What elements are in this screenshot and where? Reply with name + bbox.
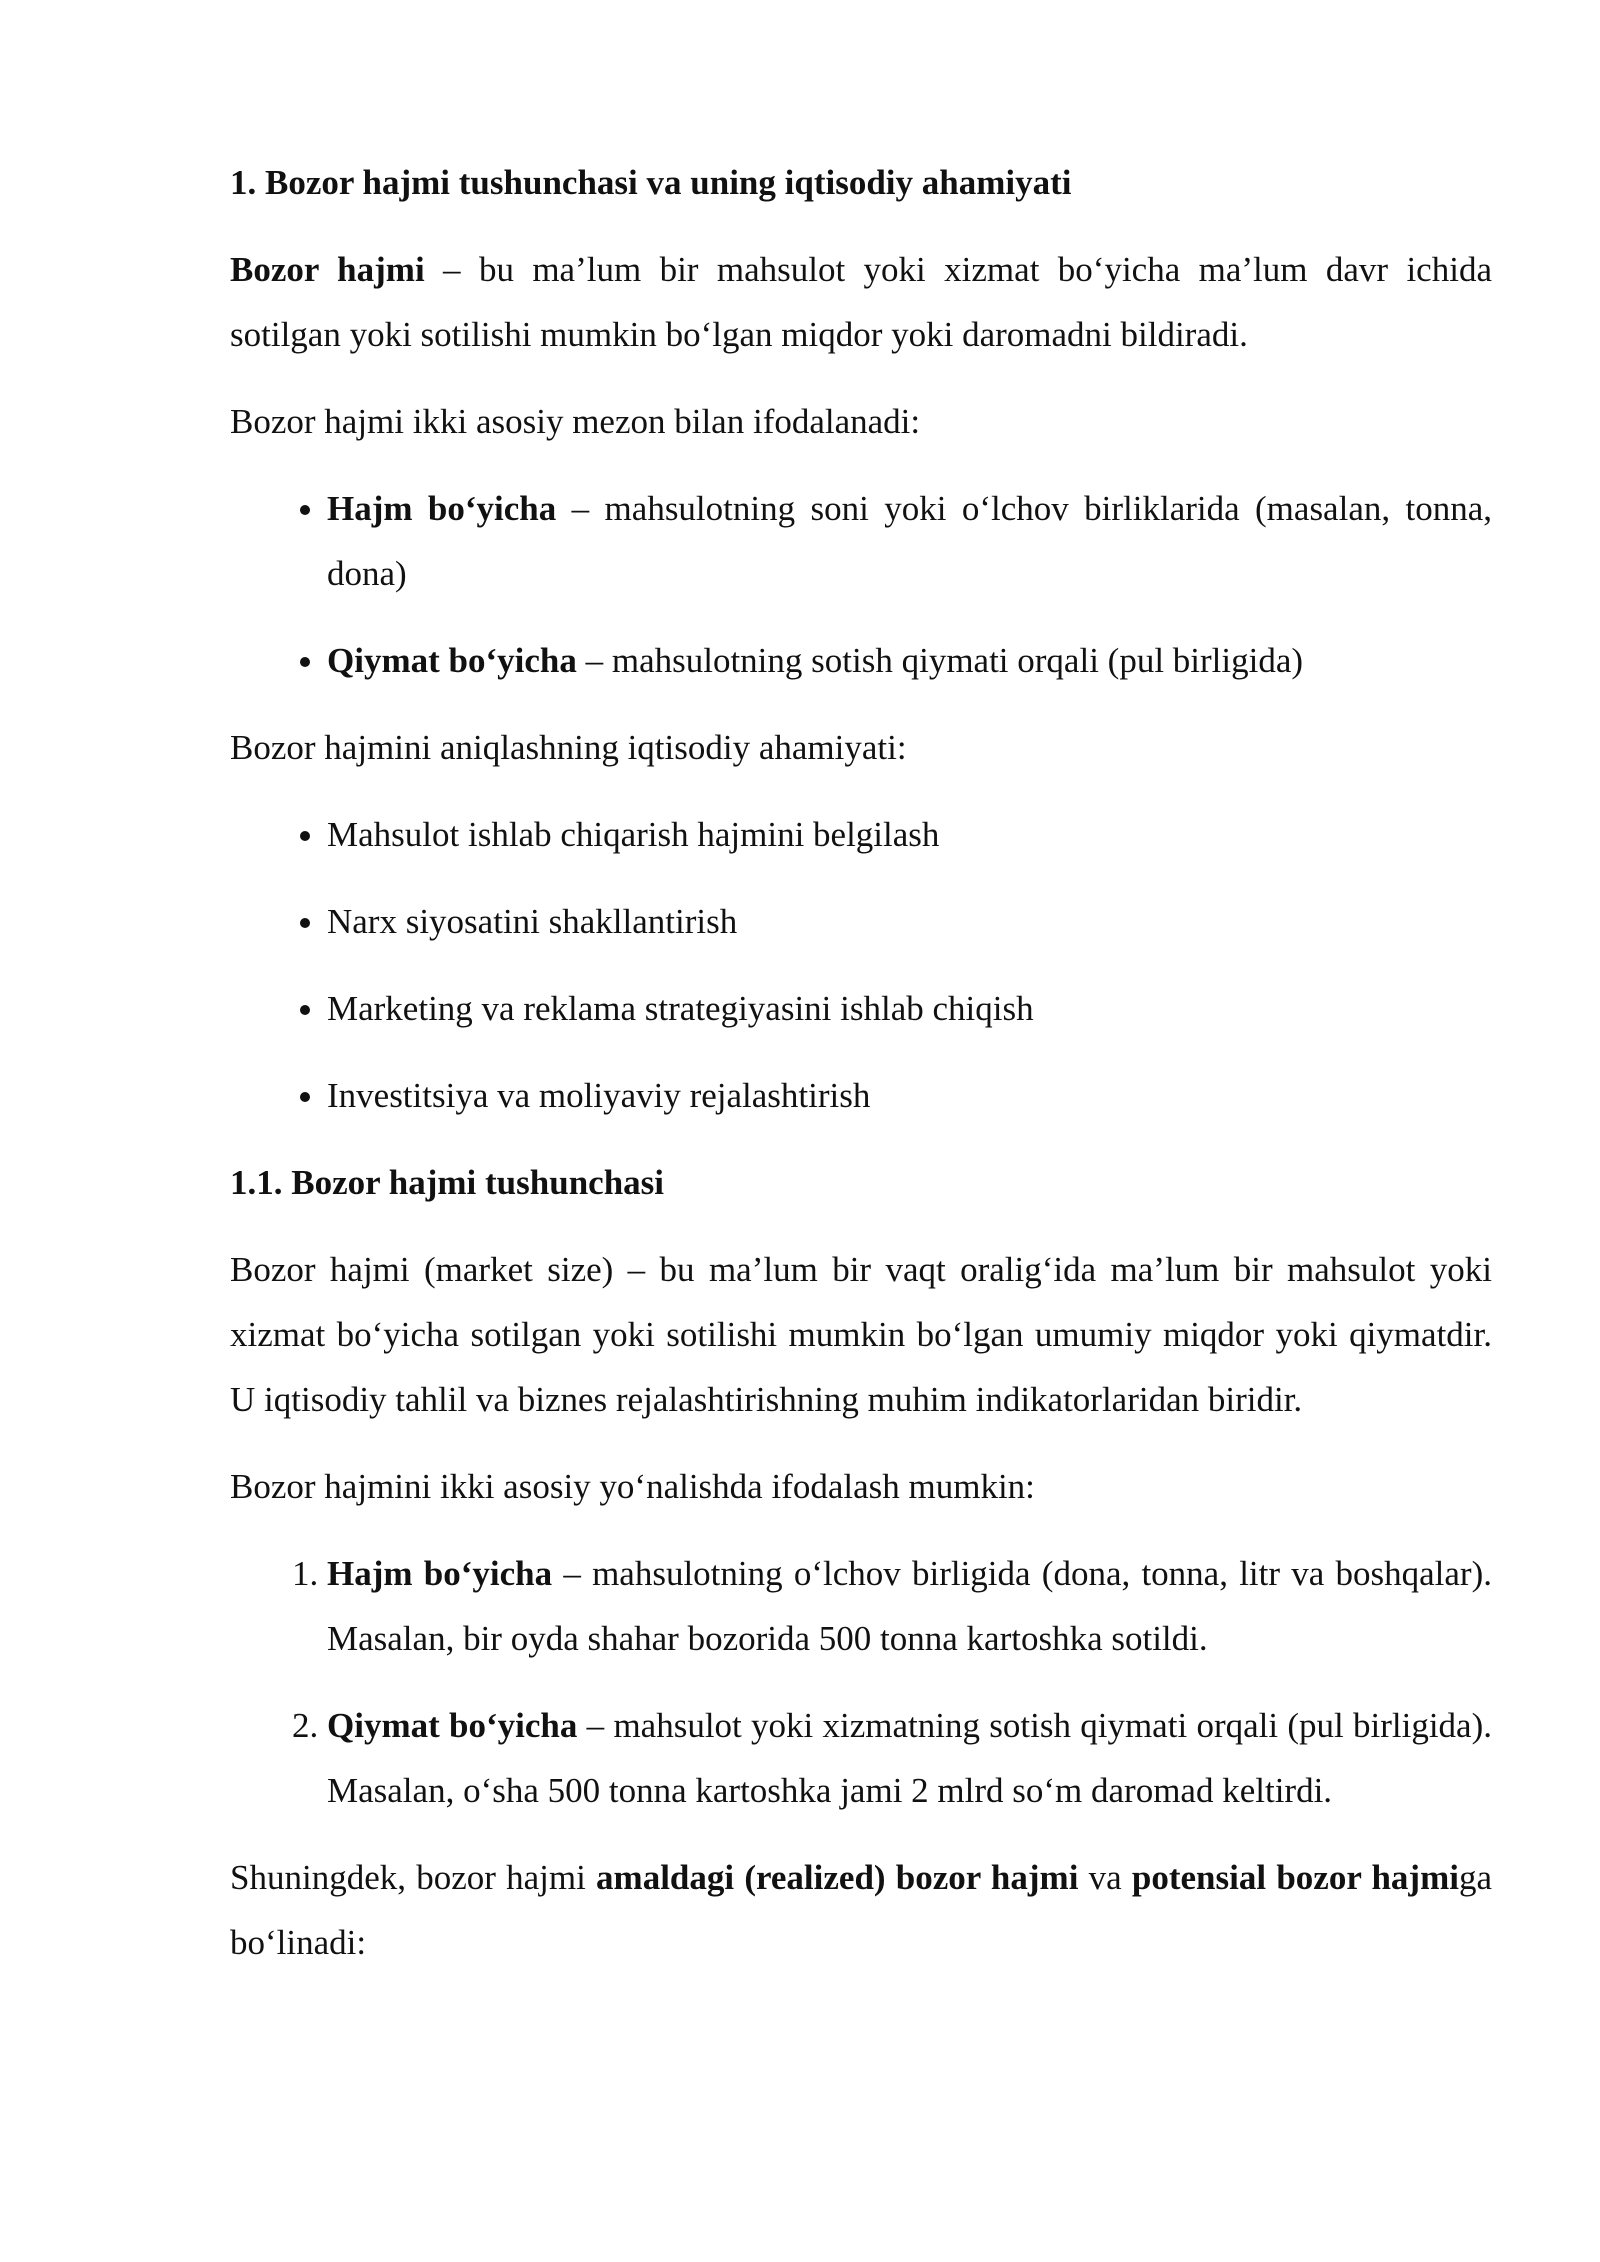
- section-heading: 1. Bozor hajmi tushunchasi va uning iqtisodiy ahamiyati: [230, 163, 1072, 202]
- list-item-text: – mahsulotning sotish qiymati orqali (pul birligida): [576, 641, 1304, 680]
- closing-text-1: Shuningdek, bozor hajmi: [230, 1858, 597, 1897]
- list-item: [327, 476, 1492, 606]
- list-item-term: Hajm bo‘yicha: [327, 489, 557, 528]
- definition-paragraph: [230, 237, 1492, 367]
- list-item: • Narx siyosatini shakllantirish: [327, 889, 1492, 954]
- directions-list: [230, 1541, 1492, 1823]
- definition-term: Bozor hajmi: [230, 250, 425, 289]
- subsection-heading: 1.1. Bozor hajmi tushunchasi: [230, 1163, 665, 1202]
- closing-bold-2: potensial bozor hajmi: [1131, 1858, 1459, 1897]
- list-item-term: Qiymat bo‘yicha: [327, 1706, 578, 1745]
- directions-intro: Bozor hajmini ikki asosiy yo‘nalishda ifodalash mumkin:: [230, 1467, 1035, 1506]
- closing-paragraph: [230, 1845, 1492, 1975]
- list-item-text: – mahsulotning o‘lchov birligida (dona, tonna, litr va boshqalar). Masalan, bir oyda shahar bozorida 500 tonna kartoshka sotildi.: [327, 1554, 1492, 1658]
- list-item: [327, 1693, 1492, 1823]
- closing-text-3: ga bo‘linadi:: [230, 1858, 1492, 1962]
- list-item-text: – mahsulot yoki xizmatning sotish qiymati orqali (pul birligida). Masalan, o‘sha 500 tonna kartoshka jami 2 mlrd so‘m daromad keltirdi.: [327, 1706, 1492, 1810]
- closing-bold-1: amaldagi (realized) bozor hajmi: [596, 1858, 1079, 1897]
- closing-text-2: va: [1078, 1858, 1132, 1897]
- definition-text: – bu ma’lum bir mahsulot yoki xizmat bo‘yicha ma’lum davr ichida sotilgan yoki sotilishi mumkin bo‘lgan miqdor yoki daromadni bildiradi.: [230, 250, 1492, 354]
- importance-intro: Bozor hajmini aniqlashning iqtisodiy ahamiyati:: [230, 728, 907, 767]
- subsection-paragraph: Bozor hajmi (market size) – bu ma’lum bir vaqt oralig‘ida ma’lum bir mahsulot yoki xizmat bo‘yicha sotilgan yoki sotilishi mumkin bo‘lgan umumiy miqdor yoki qiymatdir. U iqtisodiy tahlil va biznes rejalashtirishning muhim indikatorlaridan biridir.: [230, 1250, 1492, 1419]
- criteria-list: [230, 476, 1492, 693]
- importance-list: [230, 802, 1492, 1128]
- list-item-text: – mahsulotning soni yoki o‘lchov birliklarida (masalan, tonna, dona): [327, 489, 1493, 593]
- list-item: • Mahsulot ishlab chiqarish hajmini belgilash: [327, 802, 1492, 867]
- list-item: [327, 628, 1492, 693]
- list-item: [327, 1541, 1492, 1671]
- list-item-term: Qiymat bo‘yicha: [327, 641, 577, 680]
- list-item: • Marketing va reklama strategiyasini ishlab chiqish: [327, 976, 1492, 1041]
- criteria-intro: Bozor hajmi ikki asosiy mezon bilan ifodalanadi:: [230, 402, 921, 441]
- document-page: [230, 150, 1492, 1997]
- list-item-term: Hajm bo‘yicha: [327, 1554, 553, 1593]
- list-item: • Investitsiya va moliyaviy rejalashtirish: [327, 1063, 1492, 1128]
